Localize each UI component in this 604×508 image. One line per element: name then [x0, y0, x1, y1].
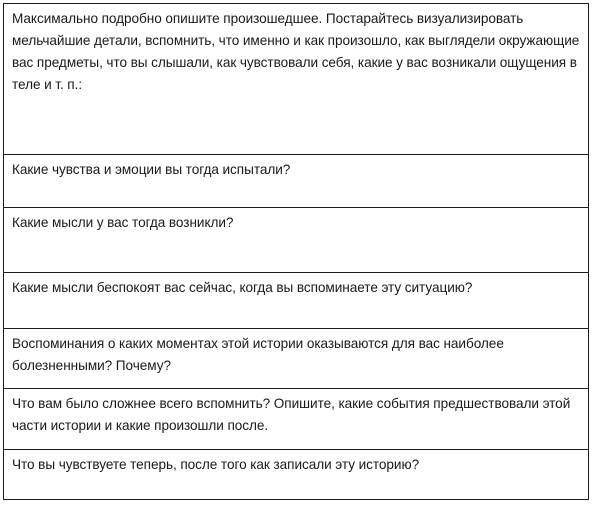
form-prompt-label: Какие чувства и эмоции вы тогда испытали?: [12, 162, 291, 177]
form-field-description[interactable]: [4, 4, 589, 155]
form-field-thoughts-now[interactable]: [4, 273, 589, 329]
table-row: [4, 273, 589, 329]
form-field-painful-moments[interactable]: [4, 329, 589, 389]
form-field-hardest-to-recall[interactable]: [4, 389, 589, 450]
form-field-feelings-then[interactable]: [4, 155, 589, 208]
form-prompt-label: Какие мысли у вас тогда возникли?: [12, 215, 234, 230]
table-row: [4, 329, 589, 389]
form-prompt-label: Что вы чувствуете теперь, после того как записали эту историю?: [12, 457, 420, 472]
worksheet-table: [3, 3, 589, 500]
form-prompt-label: Воспоминания о каких моментах этой истории оказываются для вас наиболее болезненными? Почему?: [12, 336, 504, 373]
form-field-feelings-now[interactable]: [4, 450, 589, 500]
worksheet-table-body: [4, 4, 589, 500]
table-row: [4, 389, 589, 450]
form-prompt-label: Что вам было сложнее всего вспомнить? Опишите, какие события предшествовали этой части истории и какие произошли после.: [12, 396, 571, 433]
table-row: [4, 450, 589, 500]
form-prompt-label: Какие мысли беспокоят вас сейчас, когда вы вспоминаете эту ситуацию?: [12, 280, 473, 295]
form-prompt-label: Максимально подробно опишите произошедшее. Постарайтесь визуализировать мельчайшие детали, вспомнить, что именно и как произошло, как выглядели окружающие вас предметы, что вы слышали, как чувствовали себя, какие у вас возникали ощущения в теле и т. п.:: [12, 11, 580, 92]
table-row: [4, 4, 589, 155]
table-row: [4, 208, 589, 273]
form-field-thoughts-then[interactable]: [4, 208, 589, 273]
table-row: [4, 155, 589, 208]
